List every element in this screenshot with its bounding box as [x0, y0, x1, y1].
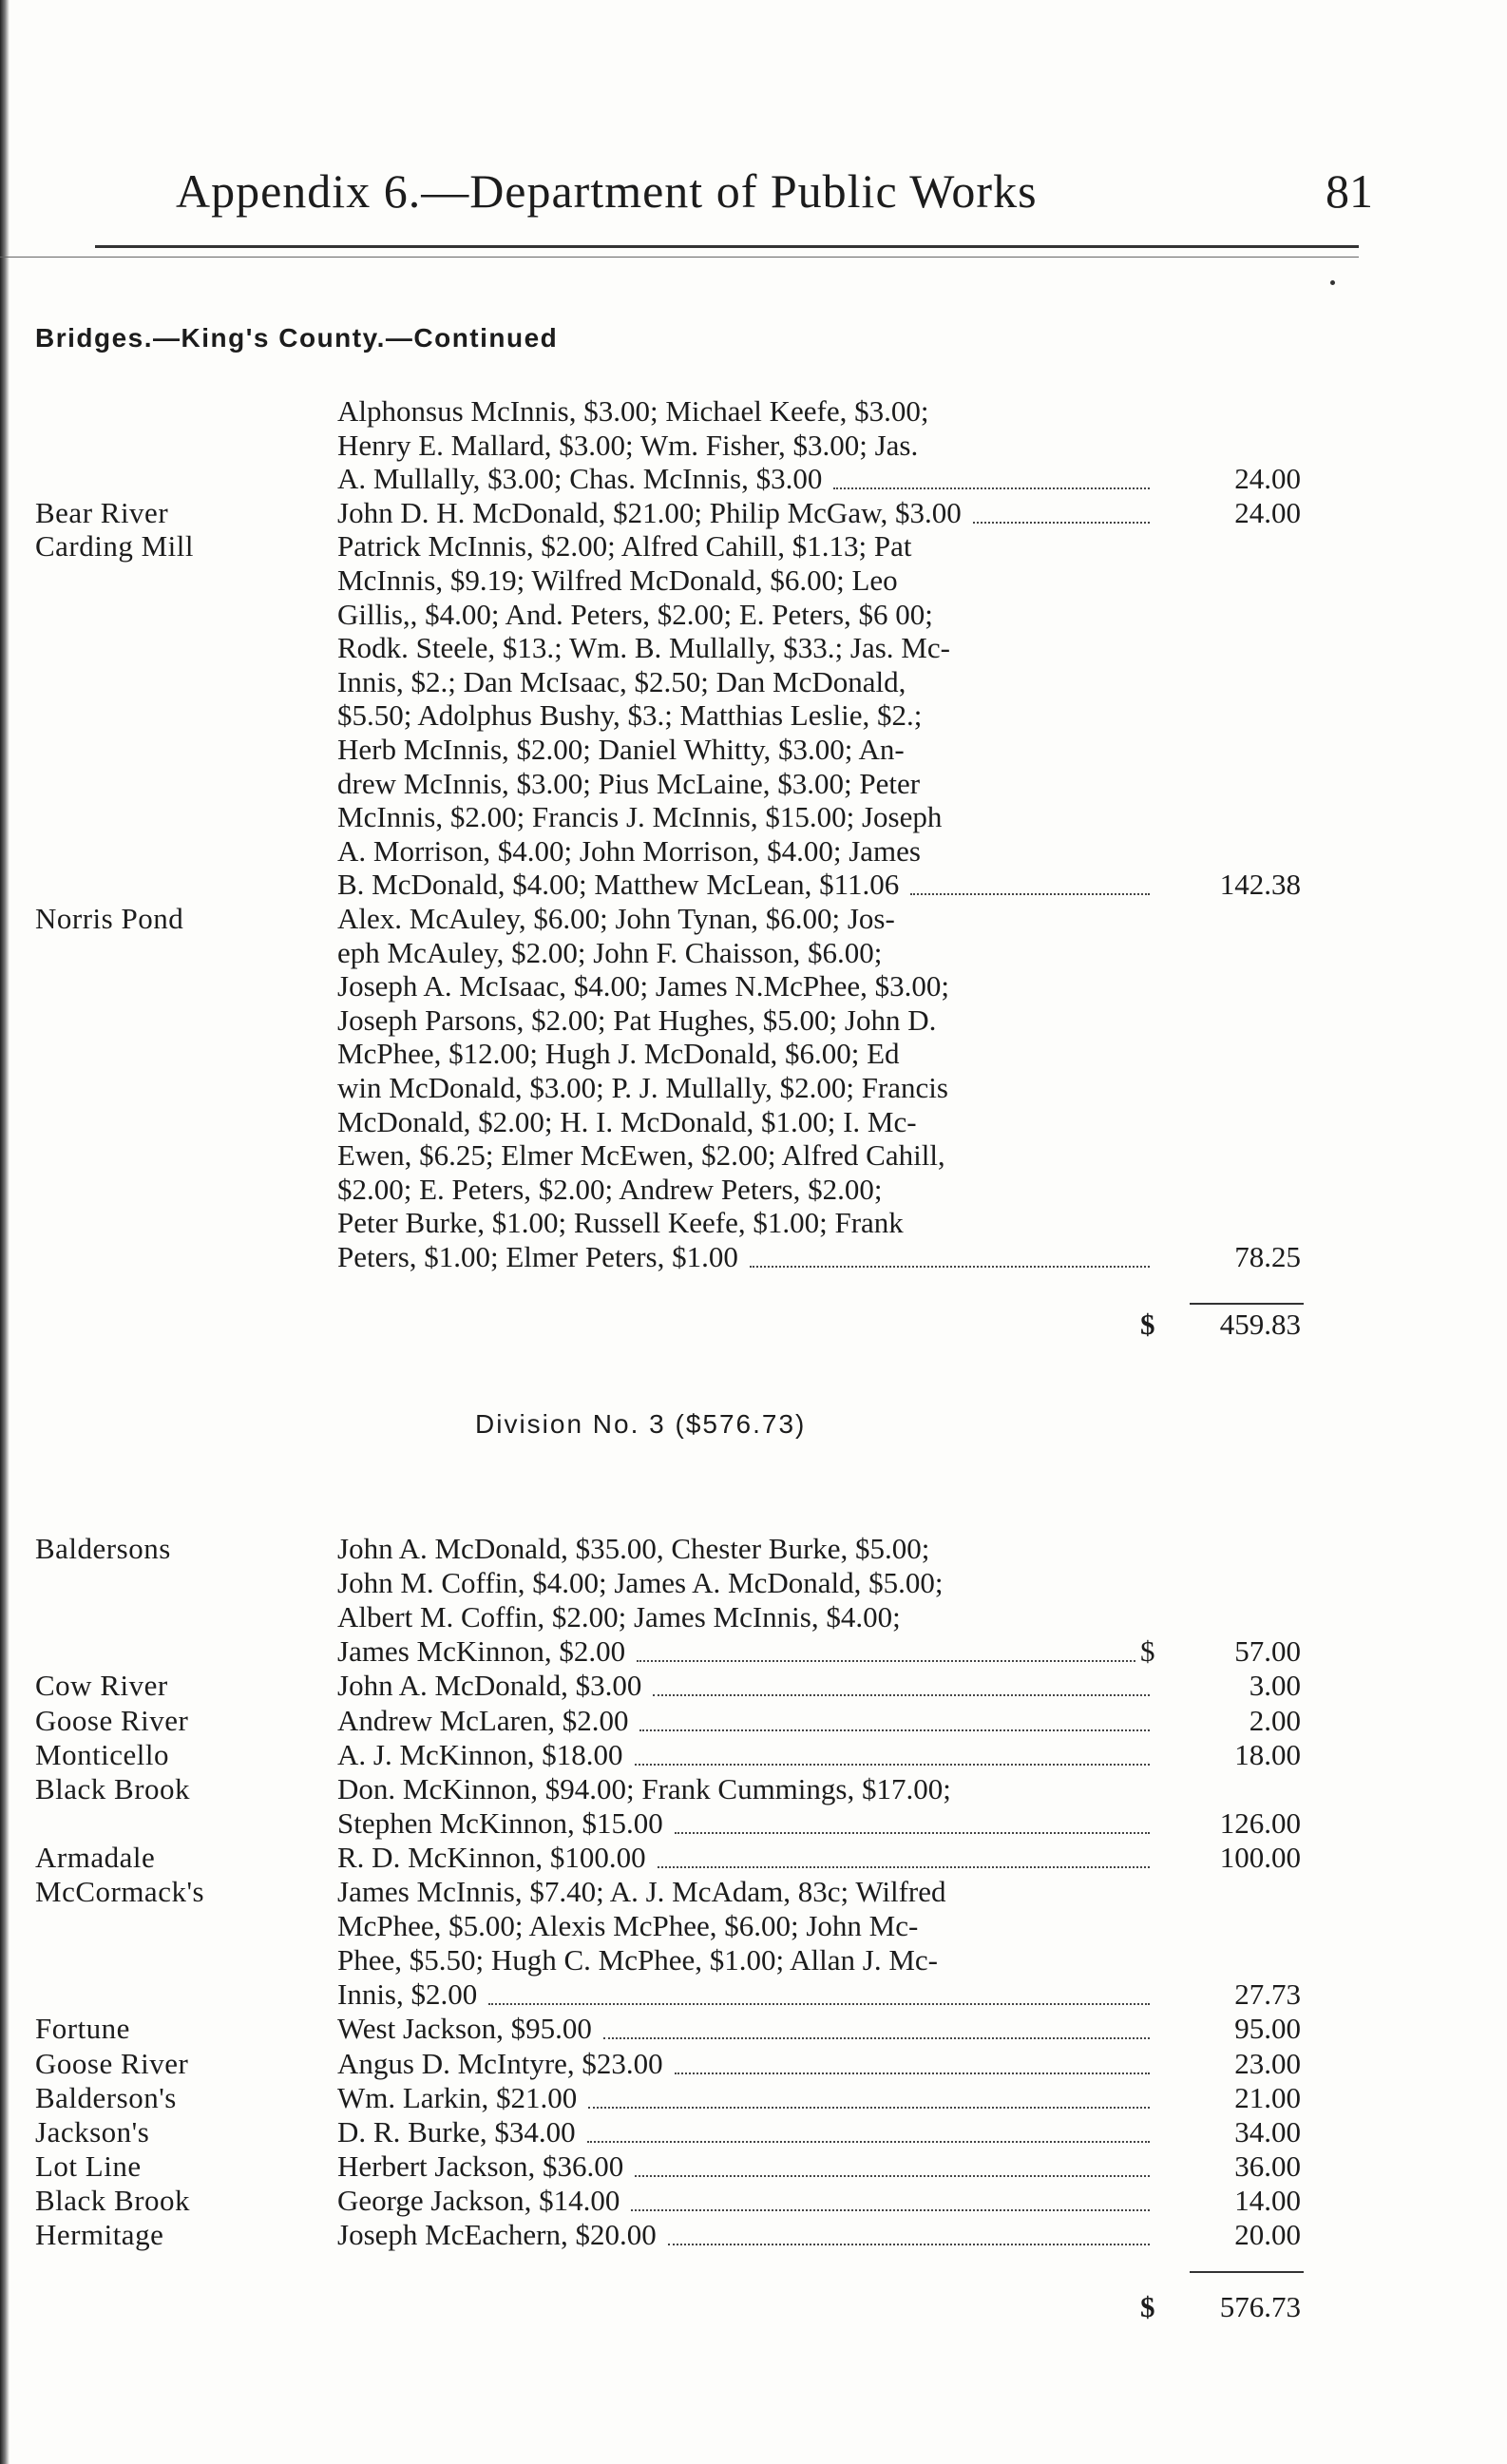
location-label: Goose River — [35, 1703, 189, 1737]
payee-text: Ewen, $6.25; Elmer McEwen, $2.00; Alfred Cahill, — [337, 1138, 945, 1173]
payee-text: James McInnis, $7.40; A. J. McAdam, 83c; Wilfred — [337, 1875, 946, 1908]
dot-leader — [631, 2209, 1150, 2211]
payee-text: Peter Burke, $1.00; Russell Keefe, $1.00; Frank — [337, 1206, 904, 1240]
ledger-line — [0, 834, 1507, 869]
payee-text: $2.00; E. Peters, $2.00; Andrew Peters, $2.00; — [337, 1172, 883, 1206]
payee-text: Rodk. Steele, $13.; Wm. B. Mullally, $33.; Jas. Mc- — [337, 631, 950, 665]
amount-value: 36.00 — [1234, 2149, 1301, 2183]
ledger-line — [0, 563, 1507, 598]
payee-text: Joseph Parsons, $2.00; Pat Hughes, $5.00; John D. — [337, 1003, 937, 1037]
dot-leader — [658, 1866, 1150, 1868]
ledger-line — [0, 1875, 1507, 1909]
payee-text: B. McDonald, $4.00; Matthew McLean, $11.06 — [337, 868, 900, 902]
ledger-line — [0, 1977, 1507, 2012]
page-title: Appendix 6.—Department of Public Works — [176, 164, 1038, 218]
dot-leader — [588, 2107, 1150, 2109]
ledger-line — [0, 1909, 1507, 1943]
ledger-line — [0, 1173, 1507, 1207]
payee-text: George Jackson, $14.00 — [337, 2183, 620, 2217]
block2-total-amount: 576.73 — [1219, 2290, 1301, 2323]
amount-value: 34.00 — [1234, 2114, 1301, 2149]
location-label: Bear River — [35, 495, 169, 529]
ledger-line — [0, 1566, 1507, 1600]
amount-value: 21.00 — [1234, 2080, 1301, 2114]
location-label: Norris Pond — [35, 902, 184, 935]
dot-leader — [587, 2141, 1150, 2143]
dot-leader — [635, 1764, 1150, 1766]
ledger-line — [0, 1772, 1507, 1806]
payee-text: A. Mullally, $3.00; Chas. McInnis, $3.00 — [337, 462, 823, 496]
ledger-line — [0, 1806, 1507, 1841]
payee-text: John D. H. McDonald, $21.00; Philip McGaw, $3.00 — [337, 495, 962, 529]
ledger-line — [0, 1003, 1507, 1038]
amount-value: 100.00 — [1219, 1840, 1301, 1874]
payee-text: McInnis, $9.19; Wilfred McDonald, $6.00; Leo — [337, 563, 898, 597]
payee-text: West Jackson, $95.00 — [337, 2012, 592, 2046]
ledger-line — [0, 631, 1507, 665]
amount-value: 126.00 — [1219, 1805, 1301, 1840]
dot-leader — [910, 893, 1150, 895]
payee-text: A. J. McKinnon, $18.00 — [337, 1737, 623, 1771]
payee-text: Joseph A. McIsaac, $4.00; James N.McPhee, $3.00; — [337, 969, 950, 1003]
page-number: 81 — [1326, 164, 1373, 218]
block2-total-dollar: $ — [1140, 2290, 1155, 2323]
ledger-line — [0, 2115, 1507, 2149]
ledger-line — [0, 2047, 1507, 2081]
block1-total-dollar: $ — [1140, 1308, 1155, 1341]
payee-text: Innis, $2.; Dan McIsaac, $2.50; Dan McDonald, — [337, 664, 906, 698]
payee-text: McPhee, $5.00; Alexis McPhee, $6.00; John Mc- — [337, 1909, 919, 1943]
ledger-line — [0, 1206, 1507, 1240]
payee-text: McPhee, $12.00; Hugh J. McDonald, $6.00; Ed — [337, 1037, 900, 1071]
ledger-line — [0, 800, 1507, 834]
ledger-line — [0, 1105, 1507, 1139]
location-label: McCormack's — [35, 1875, 205, 1908]
location-label: Goose River — [35, 2046, 189, 2080]
ledger-line — [0, 2184, 1507, 2218]
payee-text: drew McInnis, $3.00; Pius McLaine, $3.00; Peter — [337, 766, 921, 800]
payee-text: Joseph McEachern, $20.00 — [337, 2218, 657, 2251]
payee-text: Herb McInnis, $2.00; Daniel Whitty, $3.00; An- — [337, 733, 905, 766]
ledger-line — [0, 1738, 1507, 1772]
ledger-line — [0, 2012, 1507, 2046]
ledger-line — [0, 394, 1507, 429]
amount-value: 24.00 — [1234, 462, 1301, 496]
location-label: Armadale — [35, 1840, 156, 1874]
dot-leader — [639, 1729, 1150, 1731]
payee-text: Herbert Jackson, $36.00 — [337, 2149, 624, 2183]
location-label: Black Brook — [35, 1771, 191, 1805]
amount-value: 23.00 — [1234, 2046, 1301, 2080]
payee-text: Angus D. McIntyre, $23.00 — [337, 2046, 663, 2080]
payee-text: Peters, $1.00; Elmer Peters, $1.00 — [337, 1240, 738, 1273]
ledger-line — [0, 598, 1507, 632]
location-label: Cow River — [35, 1669, 168, 1703]
payee-text: win McDonald, $3.00; P. J. Mullally, $2.00; Francis — [337, 1071, 948, 1104]
location-label: Lot Line — [35, 2149, 142, 2183]
division-heading: Division No. 3 ($576.73) — [475, 1409, 807, 1439]
ledger-line — [0, 1600, 1507, 1634]
payee-text: John M. Coffin, $4.00; James A. McDonald, $5.00; — [337, 1566, 944, 1600]
payee-text: John A. McDonald, $3.00 — [337, 1669, 642, 1703]
location-label: Fortune — [35, 2012, 130, 2046]
dot-leader — [668, 2244, 1150, 2245]
amount-value: 78.25 — [1234, 1240, 1301, 1273]
ledger-line — [0, 733, 1507, 767]
dot-leader — [603, 2037, 1150, 2039]
payee-text: Stephen McKinnon, $15.00 — [337, 1805, 663, 1840]
ledger-line — [0, 1071, 1507, 1105]
payee-text: Albert M. Coffin, $2.00; James McInnis, $4.00; — [337, 1600, 901, 1634]
ledger-line — [0, 868, 1507, 902]
location-label: Monticello — [35, 1737, 170, 1771]
header-rule — [95, 245, 1359, 248]
payee-text: $5.50; Adolphus Bushy, $3.; Matthias Leslie, $2.; — [337, 698, 923, 733]
header-rule-thin — [0, 257, 1359, 258]
payee-text: Wm. Larkin, $21.00 — [337, 2080, 578, 2114]
location-label: Baldersons — [35, 1532, 171, 1565]
location-label: Carding Mill — [35, 529, 195, 563]
ledger-line — [0, 902, 1507, 936]
amount-value: 95.00 — [1234, 2012, 1301, 2046]
ledger-line — [0, 2218, 1507, 2252]
payee-text: Henry E. Mallard, $3.00; Wm. Fisher, $3.00; Jas. — [337, 428, 919, 462]
payee-text: Andrew McLaren, $2.00 — [337, 1703, 629, 1737]
amount-value: 3.00 — [1249, 1669, 1301, 1703]
payee-text: D. R. Burke, $34.00 — [337, 2114, 576, 2149]
ledger-line — [0, 2149, 1507, 2184]
ledger-line — [0, 1532, 1507, 1566]
ledger-line — [0, 1669, 1507, 1703]
ledger-line — [0, 1240, 1507, 1274]
dot-leader — [637, 1660, 1135, 1662]
ledger-line — [0, 936, 1507, 970]
payee-text: Phee, $5.50; Hugh C. McPhee, $1.00; Allan J. Mc- — [337, 1943, 939, 1977]
amount-value: 20.00 — [1234, 2218, 1301, 2251]
ledger-line — [0, 2081, 1507, 2115]
dot-leader — [635, 2175, 1150, 2177]
payee-text: eph McAuley, $2.00; John F. Chaisson, $6.00; — [337, 935, 883, 969]
dot-leader — [653, 1694, 1150, 1696]
payee-text: Alphonsus McInnis, $3.00; Michael Keefe, $3.00; — [337, 394, 929, 428]
ledger-line — [0, 1037, 1507, 1071]
ledger-line — [0, 462, 1507, 496]
payee-text: James McKinnon, $2.00 — [337, 1634, 626, 1669]
payee-text: R. D. McKinnon, $100.00 — [337, 1840, 646, 1874]
amount-value: 27.73 — [1234, 1977, 1301, 2012]
payee-text: Don. McKinnon, $94.00; Frank Cummings, $17.00; — [337, 1771, 951, 1805]
section-heading: Bridges.—King's County.—Continued — [35, 323, 559, 353]
dot-leader — [973, 522, 1150, 524]
print-speck — [1330, 280, 1335, 285]
amount-value: 14.00 — [1234, 2183, 1301, 2217]
ledger-line — [0, 1704, 1507, 1738]
payee-text: Innis, $2.00 — [337, 1977, 478, 2012]
dot-leader — [675, 2072, 1150, 2074]
ledger-line — [0, 529, 1507, 563]
ledger-line — [0, 496, 1507, 530]
amount-value: 2.00 — [1249, 1703, 1301, 1737]
ledger-line — [0, 1841, 1507, 1875]
dot-leader — [675, 1832, 1150, 1834]
block2-total-rule — [1190, 2271, 1304, 2273]
ledger-line — [0, 1634, 1507, 1669]
ledger-line — [0, 1138, 1507, 1173]
ledger-line — [0, 665, 1507, 699]
ledger-line — [0, 429, 1507, 463]
dollar-sign: $ — [1140, 1634, 1155, 1669]
payee-text: Patrick McInnis, $2.00; Alfred Cahill, $1.13; Pat — [337, 529, 912, 563]
ledger-line — [0, 767, 1507, 801]
payee-text: John A. McDonald, $35.00, Chester Burke, $5.00; — [337, 1532, 930, 1565]
ledger-line — [0, 698, 1507, 733]
amount-value: 24.00 — [1234, 495, 1301, 529]
amount-value: 18.00 — [1234, 1737, 1301, 1771]
block1-total-amount: 459.83 — [1219, 1308, 1301, 1341]
payee-text: Gillis,, $4.00; And. Peters, $2.00; E. Peters, $6 00; — [337, 597, 933, 631]
block1-total-rule — [1190, 1303, 1304, 1305]
location-label: Balderson's — [35, 2080, 177, 2114]
dot-leader — [833, 487, 1150, 489]
ledger-line — [0, 1943, 1507, 1977]
location-label: Black Brook — [35, 2183, 191, 2217]
ledger-line — [0, 969, 1507, 1003]
amount-value: 142.38 — [1219, 868, 1301, 902]
dot-leader — [750, 1266, 1150, 1268]
payee-text: A. Morrison, $4.00; John Morrison, $4.00; James — [337, 833, 921, 868]
payee-text: McInnis, $2.00; Francis J. McInnis, $15.00; Joseph — [337, 800, 943, 834]
amount-value: 57.00 — [1234, 1634, 1301, 1669]
dot-leader — [488, 2003, 1150, 2005]
location-label: Hermitage — [35, 2218, 164, 2251]
location-label: Jackson's — [35, 2114, 150, 2149]
payee-text: Alex. McAuley, $6.00; John Tynan, $6.00; Jos- — [337, 902, 895, 935]
payee-text: McDonald, $2.00; H. I. McDonald, $1.00; I. Mc- — [337, 1104, 917, 1138]
